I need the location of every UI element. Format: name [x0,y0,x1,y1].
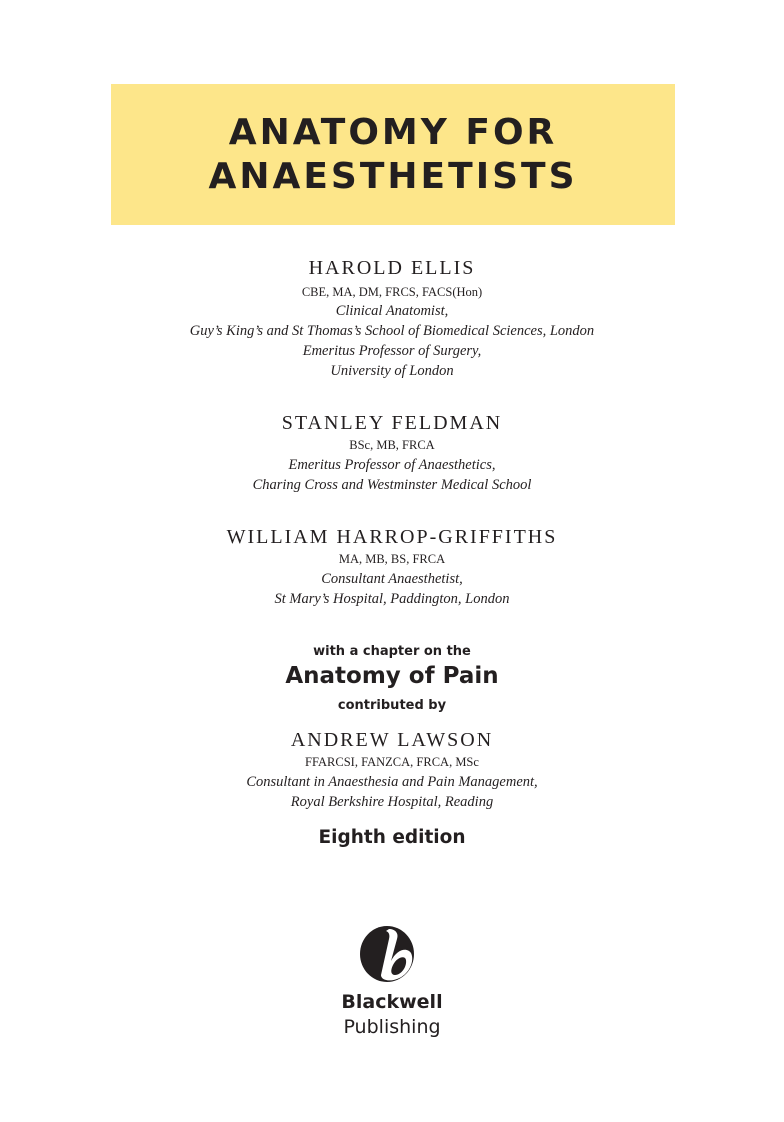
author-qualifications-ellis: CBE, MA, DM, FRCS, FACS(Hon) [301,285,483,299]
book-title-line-1: ANATOMY FOR [228,111,558,153]
contributor-qualifications: FFARCSI, FANZCA, FRCA, MSc [305,755,479,769]
author-affiliation-feldman-1: Emeritus Professor of Anaesthetics, [288,457,496,473]
contributed-by-label: contributed by [337,698,447,713]
author-affiliation-ellis-3: Emeritus Professor of Surgery, [302,343,482,359]
book-title-line-2: ANAESTHETISTS [208,155,578,197]
publisher-name-line-1: Blackwell [341,991,443,1013]
contributor-affiliation-1: Consultant in Anaesthesia and Pain Management, [246,774,538,790]
title-banner [111,84,675,225]
author-qualifications-harrop-griffiths: MA, MB, BS, FRCA [338,552,446,566]
author-affiliation-feldman-2: Charing Cross and Westminster Medical School [252,477,532,493]
author-affiliation-ellis-2: Guy’s King’s and St Thomas’s School of Biomedical Sciences, London [189,323,595,339]
author-affiliation-harrop-griffiths-1: Consultant Anaesthetist, [321,571,463,587]
author-qualifications-feldman: BSc, MB, FRCA [349,438,435,452]
author-affiliation-ellis-4: University of London [330,363,454,379]
contributor-affiliation-2: Royal Berkshire Hospital, Reading [290,794,494,810]
blackwell-b-logo-icon [359,925,425,983]
author-name-harrop-griffiths: WILLIAM HARROP-GRIFFITHS [226,526,558,548]
publisher-name-line-2: Publishing [343,1016,441,1038]
author-affiliation-harrop-griffiths-2: St Mary’s Hospital, Paddington, London [274,591,510,607]
author-affiliation-ellis-1: Clinical Anatomist, [335,303,449,319]
chapter-intro: with a chapter on the [313,644,471,659]
edition-label: Eighth edition [318,827,466,848]
author-name-feldman: STANLEY FELDMAN [281,412,503,434]
contributor-name: ANDREW LAWSON [290,729,494,751]
chapter-title: Anatomy of Pain [285,663,499,689]
author-name-ellis: HAROLD ELLIS [308,257,476,279]
